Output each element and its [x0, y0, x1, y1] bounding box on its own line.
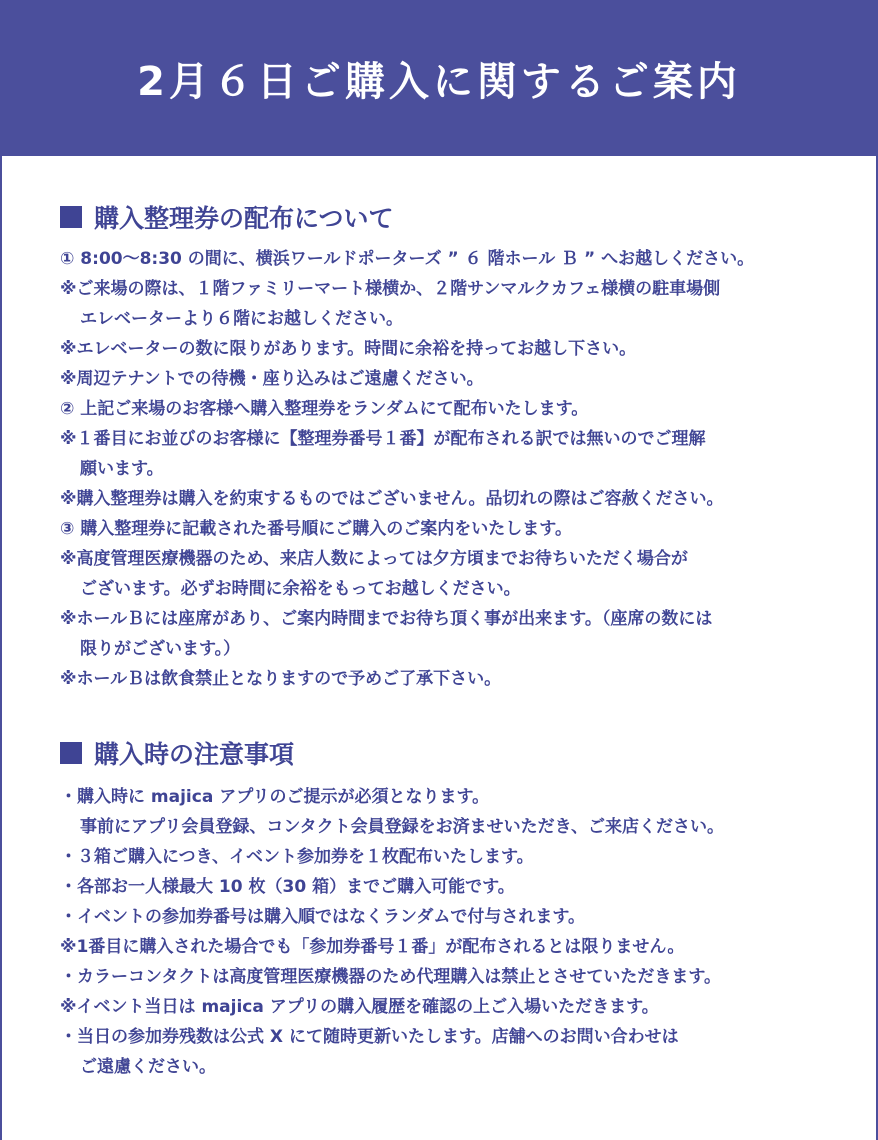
text-line: 限りがございます。）: [80, 639, 241, 659]
text-line: ※イベント当日は majica アプリの購入履歴を確認の上ご入場いただきます。: [60, 997, 659, 1017]
text-line: ・各部お一人様最大 10 枚（30 箱）までご購入可能です。: [60, 877, 515, 897]
section-heading-text: 購入整理券の配布について: [94, 204, 394, 233]
text-line: ※1番目に購入された場合でも「参加券番号１番」が配布されるとは限りません。: [60, 937, 685, 957]
section-heading-text: 購入時の注意事項: [94, 740, 295, 769]
text-line: ※高度管理医療機器のため、来店人数によっては夕方頃までお待ちいただく場合が: [60, 549, 688, 569]
square-bullet-icon: [60, 742, 82, 764]
text-line: ※ホールＢには座席があり、ご案内時間までお待ち頂く事が出来ます。（座席の数には: [60, 609, 713, 629]
text-line: エレベーターより６階にお越しください。: [80, 309, 403, 329]
text-line: ・当日の参加券残数は公式 X にて随時更新いたします。店舗へのお問い合わせは: [60, 1027, 679, 1047]
text-line: ・購入時に majica アプリのご提示が必須となります。: [60, 787, 490, 807]
text-line: ※周辺テナントでの待機・座り込みはご遠慮ください。: [60, 369, 484, 389]
section-purchase-notes: [60, 732, 850, 1082]
text-line: ※ご来場の際は、１階ファミリーマート様横か、２階サンマルクカフェ様横の駐車場側: [60, 279, 721, 299]
text-line: ございます。必ずお時間に余裕をもってお越しください。: [80, 579, 521, 599]
text-line: ※ホールＢは飲食禁止となりますので予めご了承下さい。: [60, 669, 502, 689]
section-body: [60, 244, 850, 694]
section-heading: [60, 732, 850, 774]
text-line: ① 8:00〜8:30 の間に、横浜ワールドポーターズ ” ６ 階ホール Ｂ ” へお越しください。: [60, 249, 755, 269]
text-line: ご遠慮ください。: [80, 1057, 216, 1077]
section-body: [60, 782, 850, 1082]
text-line: 事前にアプリ会員登録、コンタクト会員登録をお済ませいただき、ご来店ください。: [80, 817, 724, 837]
text-line: ※エレベーターの数に限りがあります。時間に余裕を持ってお越し下さい。: [60, 339, 637, 359]
text-line: ・３箱ご購入につき、イベント参加券を１枚配布いたします。: [60, 847, 534, 867]
text-line: 願います。: [80, 459, 164, 479]
section-ticket-distribution: [60, 196, 850, 694]
text-line: ※購入整理券は購入を約束するものではございません。品切れの際はご容赦ください。: [60, 489, 724, 509]
frame-border-left: [0, 156, 2, 1140]
page-header: [0, 0, 878, 156]
section-heading: [60, 196, 850, 238]
text-line: ② 上記ご来場のお客様へ購入整理券をランダムにて配布いたします。: [60, 399, 589, 419]
text-line: ※１番目にお並びのお客様に【整理券番号１番】が配布される訳では無いのでご理解: [60, 429, 706, 449]
text-line: ・カラーコンタクトは高度管理医療機器のため代理購入は禁止とさせていただきます。: [60, 967, 721, 987]
text-line: ③ 購入整理券に記載された番号順にご購入のご案内をいたします。: [60, 519, 572, 539]
square-bullet-icon: [60, 206, 82, 228]
text-line: ・イベントの参加券番号は購入順ではなくランダムで付与されます。: [60, 907, 585, 927]
page-title: 2月６日ご購入に関するご案内: [137, 58, 741, 105]
